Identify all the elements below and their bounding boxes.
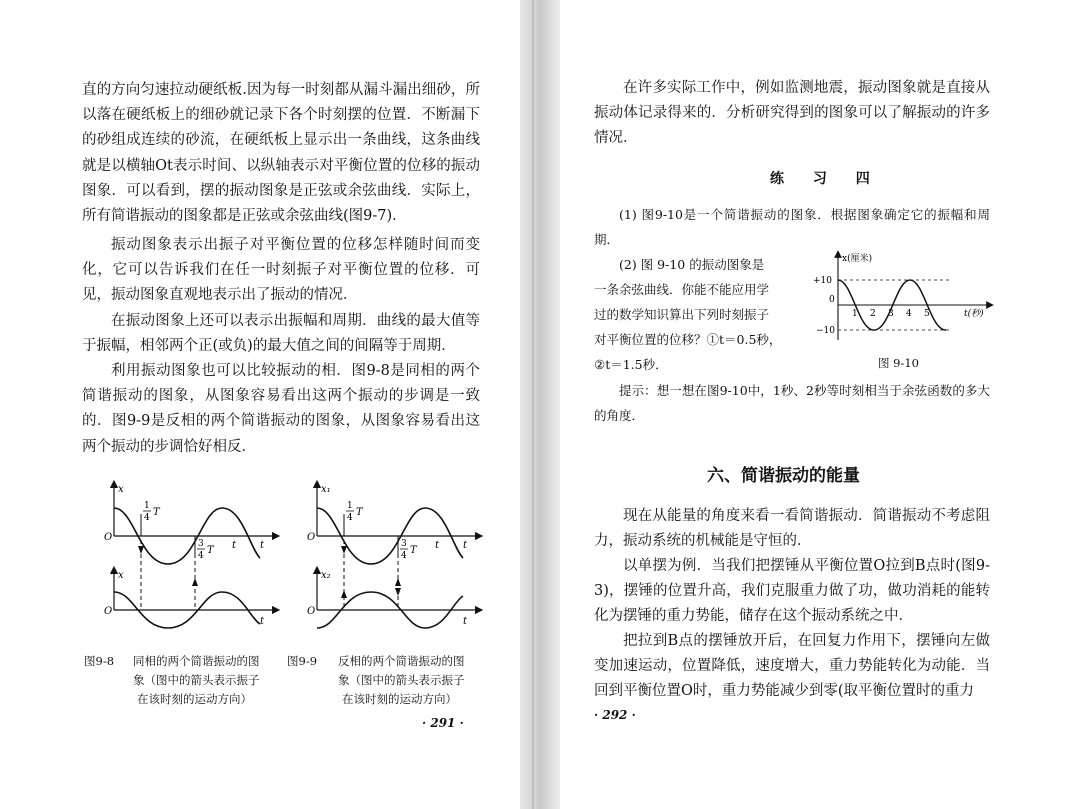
- left-paragraph-4: 利用振动图象也可以比较振动的相．图9-8是同相的两个简谐振动的图象，从图象容易看出这两个振动的步调是一致的．图9-9是反相的两个简谐振动的图象，从图象容易看出这两个振动的步调恰好相反．: [82, 363, 480, 455]
- exercise-title: 练 习 四: [770, 171, 882, 187]
- fig98-caption-line-1: 同相的两个简谐振动的图: [133, 654, 260, 668]
- fig910-caption: 图 9-10: [878, 356, 919, 370]
- fig99-caption-line-1: 反相的两个简谐振动的图: [338, 654, 465, 668]
- fig910-tick-3: 3: [888, 309, 894, 319]
- left-page: [0, 0, 520, 809]
- fig98-quarter-num: 1: [144, 501, 150, 511]
- fig99-tq-T: T: [410, 545, 417, 556]
- exercise-2-line-1: (2) 图 9-10 的振动图象是: [619, 257, 765, 272]
- fig98-caption-label: 图9-8: [84, 654, 115, 668]
- exercise-2-line-2: 一条余弦曲线．你能不能应用学: [594, 282, 770, 297]
- exercise-hint: 提示：想一想在图9-10中，1秒、2秒等时刻相当于余弦函数的多大的角度．: [594, 383, 990, 423]
- book-gutter: [520, 0, 560, 809]
- left-paragraph-2: 振动图象表示出振子对平衡位置的位移怎样随时间而变化，它可以告诉我们在任一时刻振子对平衡位置的位移．可见，振动图象直观地表示出了振动的情况．: [82, 237, 480, 304]
- fig98-quarter-den: 4: [144, 513, 150, 523]
- fig99-quarter-T: T: [356, 507, 363, 518]
- fig910-tick-1: 1: [852, 309, 858, 319]
- fig98-tq-num: 3: [198, 539, 204, 549]
- fig910-y-pos: +10: [813, 276, 832, 286]
- left-paragraph-3: 在振动图象上还可以表示出振幅和周期．曲线的最大值等于振幅，相邻两个正(或负)的最大值之间的间隔等于周期．: [82, 313, 480, 355]
- fig910-tick-5: 5: [924, 309, 930, 319]
- exercise-1: (1) 图9-10是一个简谐振动的图象．根据图象确定它的振幅和周期．: [594, 207, 990, 247]
- fig98-bottom-origin: O: [104, 606, 113, 617]
- fig99-top-t-tick: t: [435, 540, 440, 551]
- exercise-2-line-3: 过的数学知识算出下列时刻振子: [594, 307, 770, 322]
- right-page-number: · 292 ·: [594, 708, 636, 722]
- fig99-quarter-den: 4: [347, 513, 353, 523]
- exercise-2-line-5: ②t＝1.5秒．: [594, 357, 668, 372]
- fig99-quarter-num: 1: [347, 501, 353, 511]
- fig98-top-t-tick: t: [232, 540, 237, 551]
- fig99-bottom-origin: O: [307, 606, 316, 617]
- figure-9-9: [303, 478, 493, 640]
- fig910-origin: 0: [829, 295, 835, 305]
- fig910-tick-2: 2: [870, 309, 876, 319]
- fig98-tq-T: T: [207, 545, 214, 556]
- fig99-bottom-t-label: t: [463, 616, 468, 627]
- fig910-tick-4: 4: [906, 309, 912, 319]
- fig98-caption-line-3: 在该时刻的运动方向）: [137, 692, 252, 706]
- fig98-caption-line-2: 象（图中的箭头表示振子: [133, 673, 260, 687]
- fig98-quarter-T: T: [153, 507, 160, 518]
- figure-9-10: [812, 250, 998, 346]
- right-paragraph-1: 现在从能量的角度来看一看简谐振动．简谐振动不考虑阻力，振动系统的机械能是守恒的．: [594, 508, 990, 550]
- fig910-y-neg: −10: [816, 326, 835, 336]
- section-title: 六、简谐振动的能量: [707, 466, 860, 486]
- right-paragraph-3: 把拉到B点的摆锤放开后，在回复力作用下，摆锤向左做变加速运动，位置降低，速度增大，重力势能转化为动能．当回到平衡位置O时，重力势能减少到零(取平衡位置时的重力: [594, 633, 990, 700]
- figure-9-8: [100, 478, 290, 640]
- exercise-2-line-4: 对平衡位置的位移？①t＝0.5秒，: [594, 332, 782, 347]
- fig98-caption: [133, 652, 283, 709]
- fig99-top-axis-label: x₁: [321, 484, 331, 495]
- right-paragraph-2: 以单摆为例．当我们把摆锤从平衡位置O拉到B点时(图9-3)，摆锤的位置升高，我们克服重力做了功，做功消耗的能转化为摆锤的重力势能，储存在这个振动系统之中．: [594, 558, 990, 625]
- fig99-bottom-axis-label: x₂: [321, 570, 331, 581]
- fig98-bottom-t-label: t: [260, 616, 265, 627]
- right-page: [560, 0, 1080, 809]
- fig99-caption-line-3: 在该时刻的运动方向）: [342, 692, 457, 706]
- fig99-caption-line-2: 象（图中的箭头表示振子: [338, 673, 465, 687]
- fig98-tq-den: 4: [198, 551, 204, 561]
- fig98-bottom-axis-label: x: [118, 570, 124, 581]
- fig99-caption: [338, 652, 488, 709]
- fig99-caption-label: 图9-9: [287, 654, 318, 668]
- fig98-top-axis-label: x: [118, 484, 124, 495]
- left-page-number: · 291 ·: [422, 716, 464, 730]
- fig99-tq-den: 4: [401, 551, 407, 561]
- fig98-top-t-label: t: [260, 540, 265, 551]
- fig910-t-label: t(秒): [964, 309, 984, 319]
- fig99-top-t-label: t: [463, 540, 468, 551]
- exercise-2: [594, 252, 814, 377]
- book-spine-line: [532, 0, 534, 809]
- fig99-tq-num: 3: [401, 539, 407, 549]
- fig98-top-origin: O: [104, 532, 113, 543]
- fig99-top-origin: O: [307, 532, 316, 543]
- left-paragraph-1: 直的方向匀速拉动硬纸板.因为每一时刻都从漏斗漏出细砂，所以落在硬纸板上的细砂就记录下各个时刻摆的位置．不断漏下的砂组成连续的砂流，在硬纸板上显示出一条曲线，这条曲线就是以横轴Ot表示时间、以纵轴表示对平衡位置的位移的振动图象．可以看到，摆的振动图象是正弦或余弦曲线．实际上，所有简谐振动的图象都是正弦或余弦曲线(图9-7)．: [82, 82, 480, 225]
- fig910-y-label: x(厘米): [842, 254, 873, 264]
- right-intro: 在许多实际工作中，例如监测地震，振动图象就是直接从振动体记录得来的．分析研究得到的图象可以了解振动的许多情况．: [594, 80, 990, 147]
